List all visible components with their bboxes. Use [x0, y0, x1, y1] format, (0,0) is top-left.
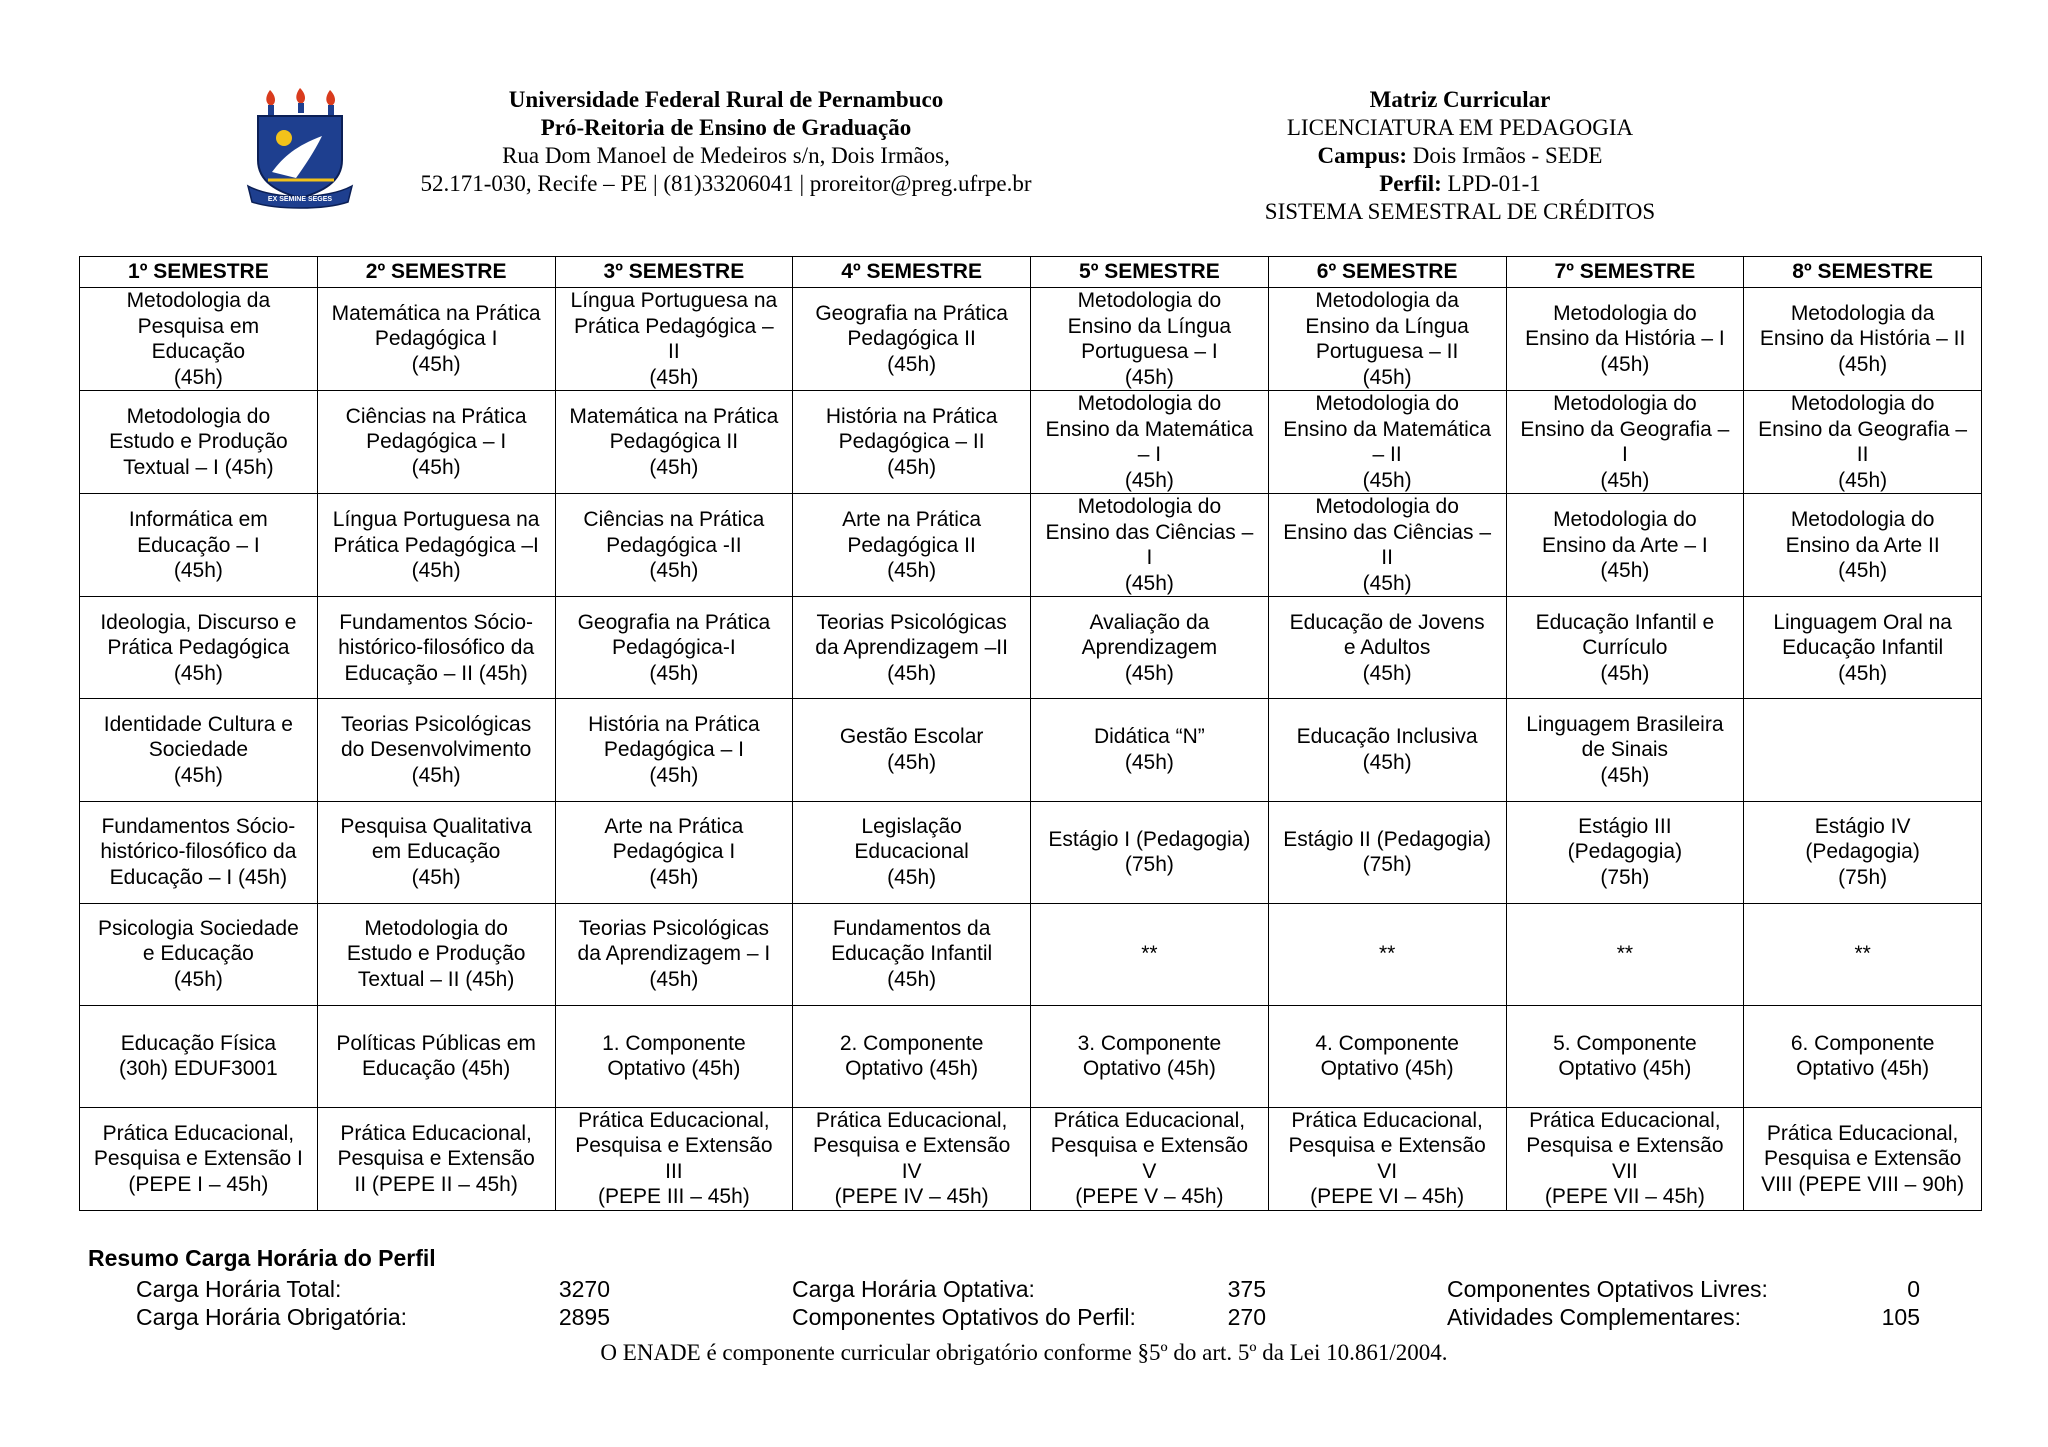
- document-title: Matriz Curricular: [1369, 87, 1551, 112]
- summary-value: 3270: [558, 1276, 610, 1302]
- course-cell: Políticas Públicas em Educação (45h): [317, 1005, 555, 1107]
- torch-icon: [296, 88, 305, 113]
- table-row: [80, 903, 1982, 1005]
- course-cell: Teorias Psicológicas da Aprendizagem –II (45h): [793, 597, 1031, 699]
- course-cell: [1744, 699, 1982, 801]
- semester-header-7: 7º SEMESTRE: [1506, 257, 1744, 288]
- perfil-value: LPD-01-1: [1441, 171, 1541, 196]
- course-cell: Identidade Cultura e Sociedade (45h): [80, 699, 318, 801]
- summary-value: 2895: [558, 1304, 610, 1330]
- perfil-line: [1200, 170, 1720, 198]
- course-cell: 1. Componente Optativo (45h): [555, 1005, 793, 1107]
- course-cell: Metodologia da Ensino da História – II (45h): [1744, 288, 1982, 391]
- summary-title: Resumo Carga Horária do Perfil: [88, 1245, 436, 1271]
- course-cell: Prática Educacional, Pesquisa e Extensão VIII (PEPE VIII – 90h): [1744, 1107, 1982, 1210]
- office-name: Pró-Reitoria de Ensino de Graduação: [540, 115, 912, 140]
- course-cell: Estágio IV (Pedagogia) (75h): [1744, 801, 1982, 903]
- address-line-1: Rua Dom Manoel de Medeiros s/n, Dois Irmãos,: [502, 143, 950, 168]
- course-cell: Educação de Jovens e Adultos (45h): [1268, 597, 1506, 699]
- table-row: [80, 1107, 1982, 1210]
- table-row: [80, 801, 1982, 903]
- course-cell: Prática Educacional, Pesquisa e Extensão V (PEPE V – 45h): [1031, 1107, 1269, 1210]
- course-cell: Prática Educacional, Pesquisa e Extensão III (PEPE III – 45h): [555, 1107, 793, 1210]
- course-cell: Estágio II (Pedagogia) (75h): [1268, 801, 1506, 903]
- semester-header-4: 4º SEMESTRE: [793, 257, 1031, 288]
- table-row: [80, 391, 1982, 494]
- course-cell: Metodologia do Estudo e Produção Textual – II (45h): [317, 903, 555, 1005]
- course-cell: Arte na Prática Pedagógica II (45h): [793, 494, 1031, 597]
- course-cell: Didática “N” (45h): [1031, 699, 1269, 801]
- semester-header-1: 1º SEMESTRE: [80, 257, 318, 288]
- course-cell: Prática Educacional, Pesquisa e Extensão VI (PEPE VI – 45h): [1268, 1107, 1506, 1210]
- semester-header-3: 3º SEMESTRE: [555, 257, 793, 288]
- course-cell: 3. Componente Optativo (45h): [1031, 1005, 1269, 1107]
- course-cell: Ideologia, Discurso e Prática Pedagógica (45h): [80, 597, 318, 699]
- course-cell: Metodologia do Ensino da Geografia – I (45h): [1506, 391, 1744, 494]
- summary-value: 375: [1227, 1276, 1266, 1302]
- course-cell: Prática Educacional, Pesquisa e Extensão I (PEPE I – 45h): [80, 1107, 318, 1210]
- course-cell: História na Prática Pedagógica – I (45h): [555, 699, 793, 801]
- table-row: [80, 597, 1982, 699]
- course-cell: Gestão Escolar (45h): [793, 699, 1031, 801]
- address-line-2: 52.171-030, Recife – PE | (81)33206041 | proreitor@preg.ufrpe.br: [420, 171, 1032, 196]
- course-cell: Fundamentos da Educação Infantil (45h): [793, 903, 1031, 1005]
- course-cell: Metodologia da Pesquisa em Educação (45h): [80, 288, 318, 391]
- course-name: LICENCIATURA EM PEDAGOGIA: [1286, 115, 1634, 140]
- summary-label: Componentes Optativos do Perfil:: [792, 1304, 1136, 1330]
- course-cell: Estágio III (Pedagogia) (75h): [1506, 801, 1744, 903]
- campus-label: Campus:: [1317, 143, 1407, 168]
- semester-header-2: 2º SEMESTRE: [317, 257, 555, 288]
- course-cell: **: [1268, 903, 1506, 1005]
- course-cell: Metodologia do Ensino das Ciências – II (45h): [1268, 494, 1506, 597]
- torch-icon: [266, 90, 275, 115]
- summary-label: Carga Horária Optativa:: [792, 1276, 1035, 1302]
- course-cell: 2. Componente Optativo (45h): [793, 1005, 1031, 1107]
- course-cell: Arte na Prática Pedagógica I (45h): [555, 801, 793, 903]
- course-cell: **: [1744, 903, 1982, 1005]
- course-cell: Fundamentos Sócio- histórico-filosófico da Educação – II (45h): [317, 597, 555, 699]
- summary-label: Componentes Optativos Livres:: [1447, 1276, 1768, 1302]
- course-cell: Metodologia do Ensino das Ciências – I (45h): [1031, 494, 1269, 597]
- course-cell: Educação Inclusiva (45h): [1268, 699, 1506, 801]
- course-cell: Fundamentos Sócio- histórico-filosófico da Educação – I (45h): [80, 801, 318, 903]
- course-cell: Matemática na Prática Pedagógica II (45h): [555, 391, 793, 494]
- course-cell: Metodologia do Ensino da Geografia – II (45h): [1744, 391, 1982, 494]
- crest-motto: EX SEMINE SEGES: [267, 196, 333, 203]
- summary-value: 105: [1881, 1304, 1920, 1330]
- enade-note: O ENADE é componente curricular obrigatório conforme §5º do art. 5º da Lei 10.861/2004.: [600, 1340, 1448, 1365]
- table-row: [80, 1005, 1982, 1107]
- summary-label: Atividades Complementares:: [1447, 1304, 1742, 1330]
- course-cell: Linguagem Brasileira de Sinais (45h): [1506, 699, 1744, 801]
- summary-value: 270: [1227, 1304, 1266, 1330]
- semester-header-8: 8º SEMESTRE: [1744, 257, 1982, 288]
- course-cell: Metodologia do Ensino da Arte II (45h): [1744, 494, 1982, 597]
- course-cell: Legislação Educacional (45h): [793, 801, 1031, 903]
- course-cell: Informática em Educação – I (45h): [80, 494, 318, 597]
- table-row: [80, 494, 1982, 597]
- course-cell: Avaliação da Aprendizagem (45h): [1031, 597, 1269, 699]
- campus-value: Dois Irmãos - SEDE: [1406, 143, 1603, 168]
- summary-value: 0: [1907, 1276, 1920, 1302]
- course-cell: 5. Componente Optativo (45h): [1506, 1005, 1744, 1107]
- course-cell: Metodologia do Ensino da História – I (45h): [1506, 288, 1744, 391]
- semester-header-5: 5º SEMESTRE: [1031, 257, 1269, 288]
- summary-label: Carga Horária Obrigatória:: [136, 1304, 408, 1330]
- system-line: SISTEMA SEMESTRAL DE CRÉDITOS: [1264, 199, 1656, 224]
- table-row: [80, 699, 1982, 801]
- course-cell: Metodologia do Estudo e Produção Textual – I (45h): [80, 391, 318, 494]
- course-cell: Metodologia do Ensino da Matemática – II (45h): [1268, 391, 1506, 494]
- course-cell: **: [1506, 903, 1744, 1005]
- curriculum-table: [79, 256, 1982, 1211]
- course-cell: Ciências na Prática Pedagógica -II (45h): [555, 494, 793, 597]
- semester-header-6: 6º SEMESTRE: [1268, 257, 1506, 288]
- course-cell: Língua Portuguesa na Prática Pedagógica – II (45h): [555, 288, 793, 391]
- course-cell: Pesquisa Qualitativa em Educação (45h): [317, 801, 555, 903]
- course-cell: Linguagem Oral na Educação Infantil (45h): [1744, 597, 1982, 699]
- perfil-label: Perfil:: [1379, 171, 1442, 196]
- course-cell: 4. Componente Optativo (45h): [1268, 1005, 1506, 1107]
- table-row: [80, 288, 1982, 391]
- table-header-row: [80, 257, 1982, 288]
- course-cell: Metodologia do Ensino da Arte – I (45h): [1506, 494, 1744, 597]
- course-cell: Prática Educacional, Pesquisa e Extensão VII (PEPE VII – 45h): [1506, 1107, 1744, 1210]
- course-cell: **: [1031, 903, 1269, 1005]
- torch-icon: [326, 90, 335, 115]
- course-cell: Prática Educacional, Pesquisa e Extensão IV (PEPE IV – 45h): [793, 1107, 1031, 1210]
- course-cell: Metodologia da Ensino da Língua Portuguesa – II (45h): [1268, 288, 1506, 391]
- course-cell: Teorias Psicológicas do Desenvolvimento (45h): [317, 699, 555, 801]
- course-cell: Língua Portuguesa na Prática Pedagógica –I (45h): [317, 494, 555, 597]
- course-cell: Geografia na Prática Pedagógica II (45h): [793, 288, 1031, 391]
- course-cell: Metodologia do Ensino da Matemática – I (45h): [1031, 391, 1269, 494]
- course-cell: Estágio I (Pedagogia) (75h): [1031, 801, 1269, 903]
- institution-header: [376, 86, 1076, 198]
- course-cell: Educação Física (30h) EDUF3001: [80, 1005, 318, 1107]
- course-cell: 6. Componente Optativo (45h): [1744, 1005, 1982, 1107]
- course-cell: Ciências na Prática Pedagógica – I (45h): [317, 391, 555, 494]
- university-crest-logo: [244, 86, 356, 210]
- course-cell: Metodologia do Ensino da Língua Portuguesa – I (45h): [1031, 288, 1269, 391]
- campus-line: [1200, 142, 1720, 170]
- course-cell: Prática Educacional, Pesquisa e Extensão II (PEPE II – 45h): [317, 1107, 555, 1210]
- course-cell: Matemática na Prática Pedagógica I (45h): [317, 288, 555, 391]
- curriculum-header: [1200, 86, 1720, 226]
- summary-label: Carga Horária Total:: [136, 1276, 342, 1302]
- course-cell: Teorias Psicológicas da Aprendizagem – I (45h): [555, 903, 793, 1005]
- course-cell: Geografia na Prática Pedagógica-I (45h): [555, 597, 793, 699]
- university-name: Universidade Federal Rural de Pernambuco: [508, 87, 944, 112]
- course-cell: Educação Infantil e Currículo (45h): [1506, 597, 1744, 699]
- course-cell: Psicologia Sociedade e Educação (45h): [80, 903, 318, 1005]
- course-cell: História na Prática Pedagógica – II (45h): [793, 391, 1031, 494]
